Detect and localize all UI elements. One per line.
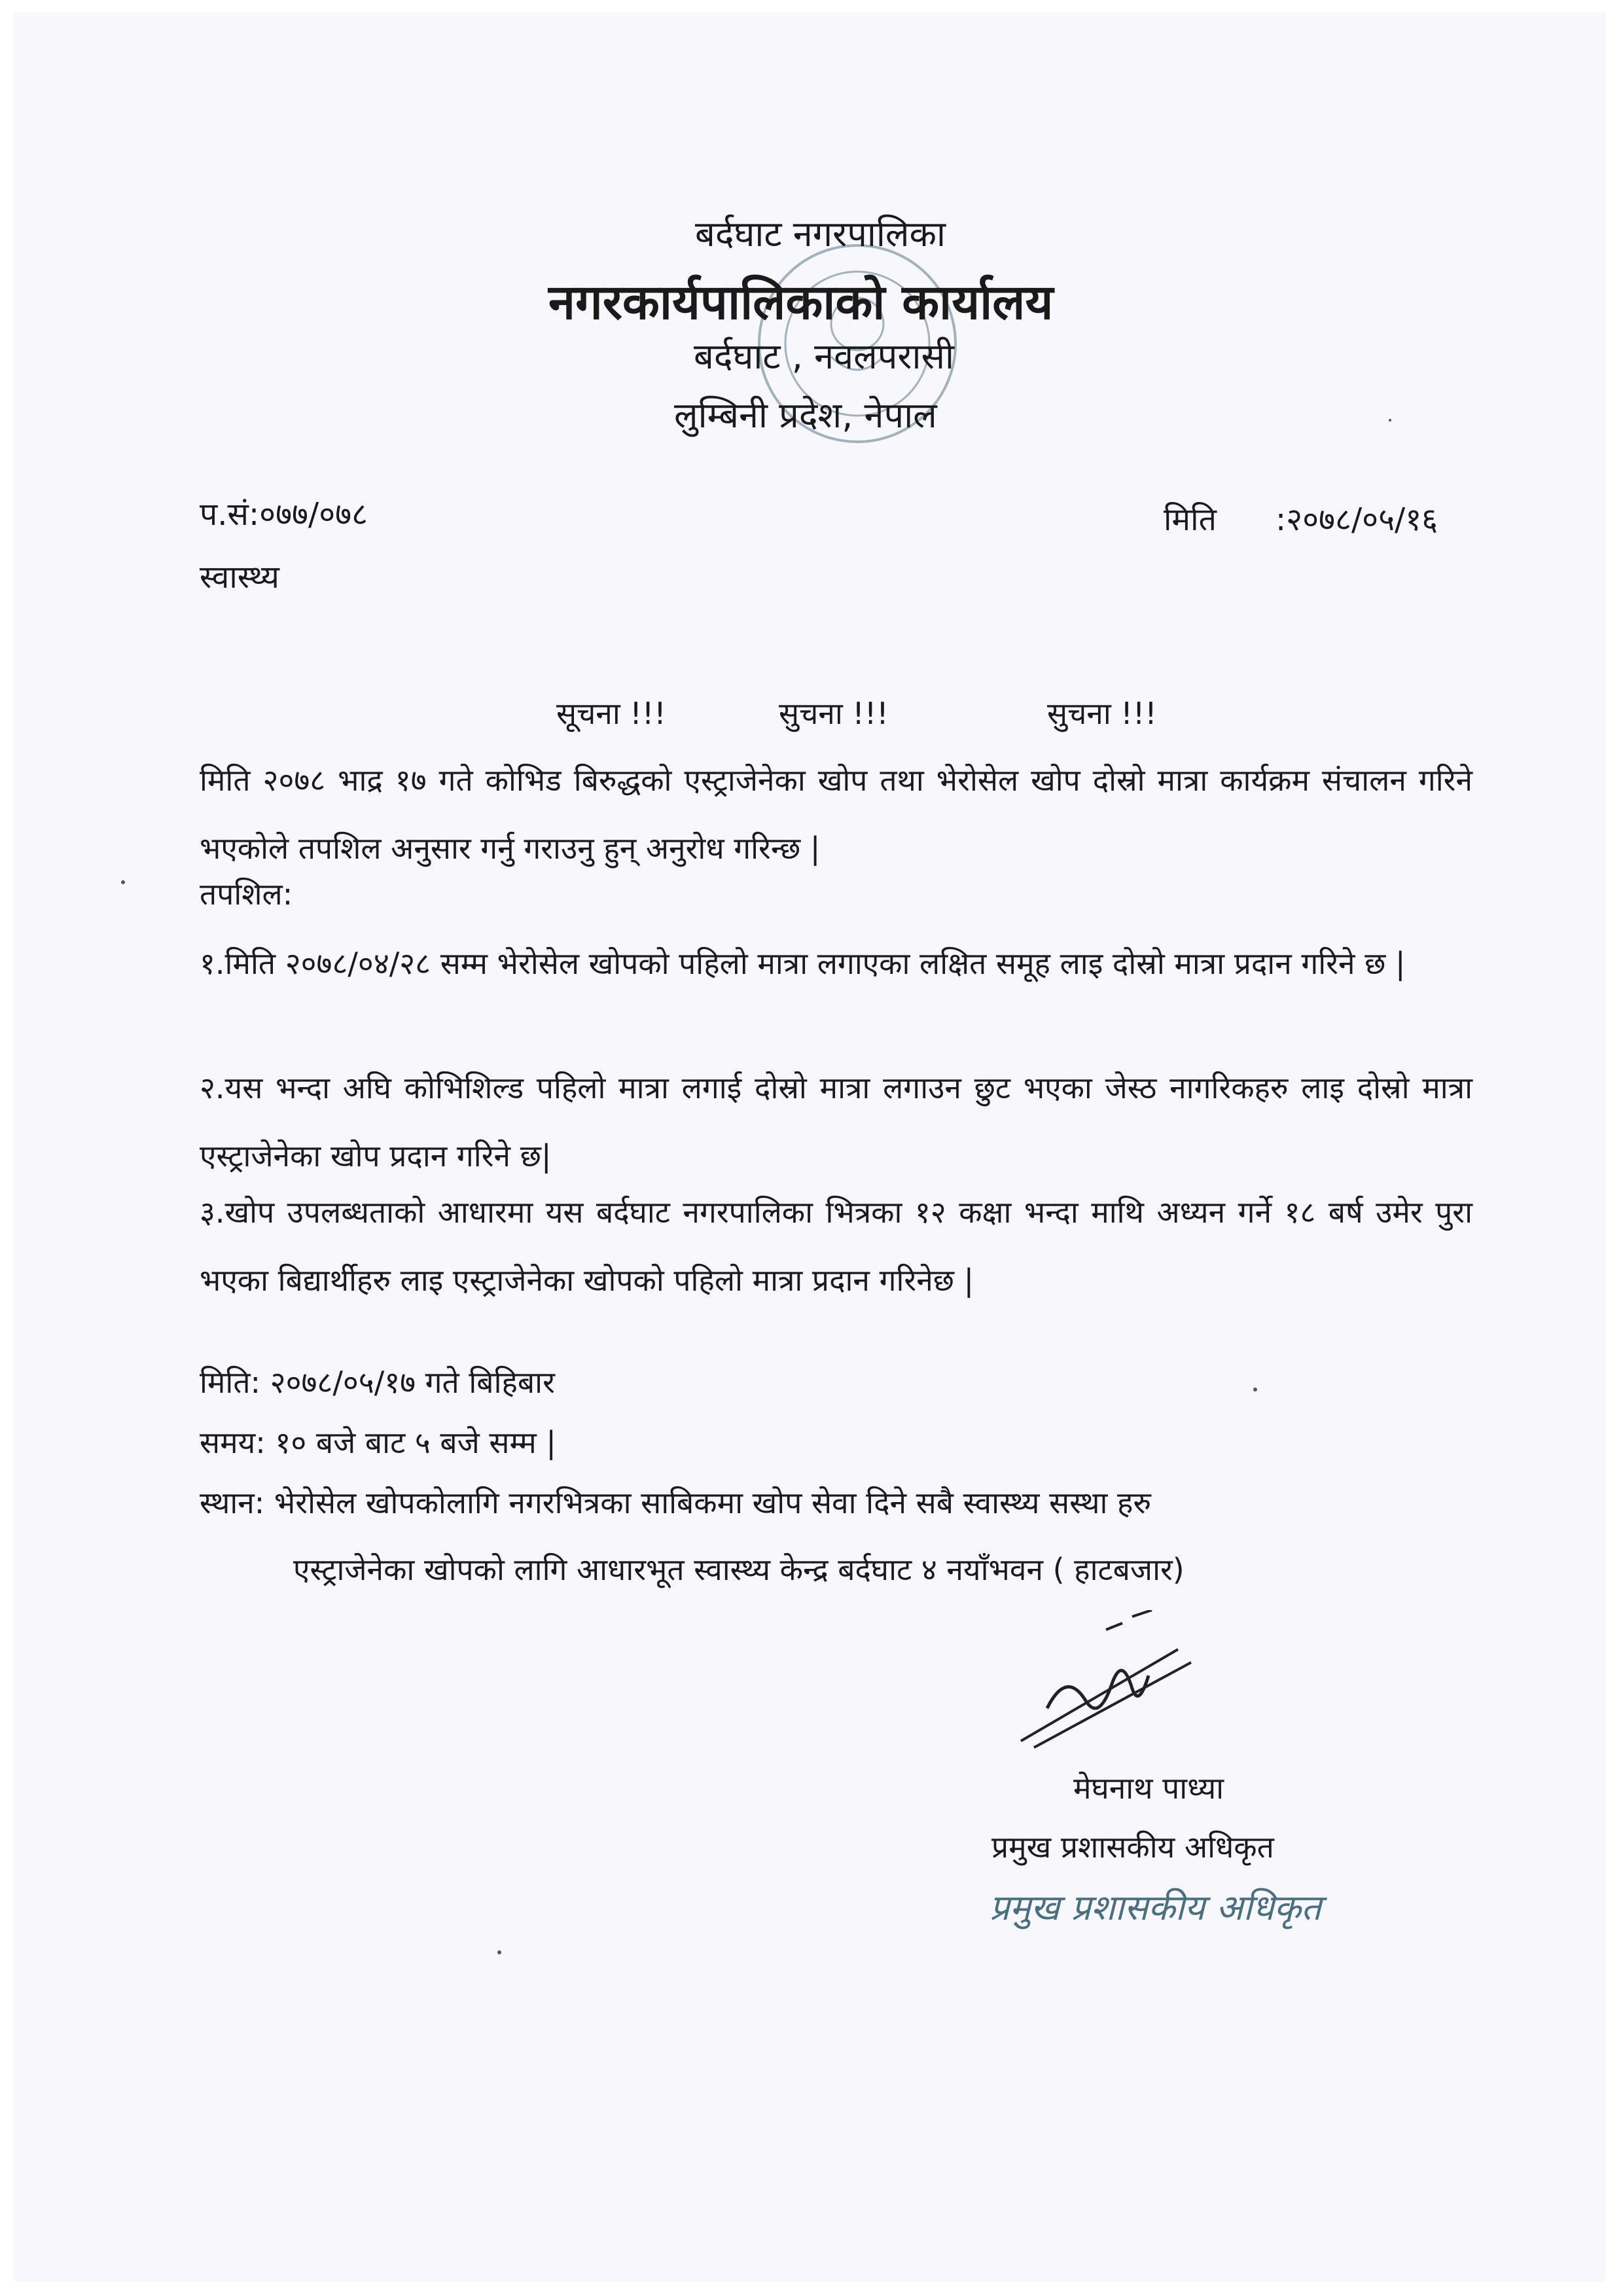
municipality-name: बर्दघाट नगरपालिका <box>695 213 946 255</box>
notice-item: १.मिति २०७८/०४/२८ सम्म भेरोसेल खोपको पहिलो मात्रा लगाएका लक्षित समूह लाइ दोस्रो मात्रा प्रदान गरिने छ | <box>200 946 1406 981</box>
designation-stamp: प्रमुख प्रशासकीय अधिकृत <box>990 1887 1321 1928</box>
paper-speck <box>1389 419 1391 422</box>
schedule-place-continued: एस्ट्राजेनेका खोपको लागि आधारभूत स्वास्थ्य केन्द्र बर्दघाट ४ नयाँभवन ( हाटबजार) <box>293 1552 1185 1587</box>
signatory-title: प्रमुख प्रशासकीय अधिकृत <box>991 1829 1274 1865</box>
paper-speck <box>1253 1388 1257 1391</box>
date-value: :२०७८/०५/१६ <box>1275 501 1438 538</box>
notice-item: ३.खोप उपलब्धताको आधारमा यस बर्दघाट नगरपालिका भित्रका १२ कक्षा भन्दा माथि अध्यन गर्ने १८ बर्ष उमेर पुरा भएका बिद्यार्थीहरु लाइ एस्ट्राजेनेका खोपको पहिलो मात्रा प्रदान गरिनेछ | <box>200 1194 1472 1298</box>
letter-date <box>1164 497 1438 540</box>
office-title: नगरकार्यपालिकाको कार्यालय <box>548 274 1054 331</box>
date-label: मिति <box>1164 501 1217 538</box>
schedule-date: मिति: २०७८/०५/१७ गते बिहिबार <box>200 1365 555 1400</box>
notice-item: २.यस भन्दा अघि कोभिशिल्ड पहिलो मात्रा लगाई दोस्रो मात्रा लगाउन छुट भएका जेस्ठ नागरिकहरु लाइ दोस्रो मात्रा एस्ट्राजेनेका खोप प्रदान गरिने छ| <box>200 1070 1472 1174</box>
department-label: स्वास्थ्य <box>200 559 279 596</box>
schedule-time: समय: १० बजे बाट ५ बजे सम्म | <box>200 1425 556 1460</box>
details-label: तपशिल: <box>200 876 293 912</box>
reference-number: प.सं:०७७/०७८ <box>200 496 368 533</box>
schedule-place: स्थान: भेरोसेल खोपकोलागि नगरभित्रका साबिकमा खोप सेवा दिने सबै स्वास्थ्य सस्था हरु <box>200 1485 1151 1520</box>
signatory-name: मेघनाथ पाध्या <box>1073 1770 1224 1806</box>
paper-speck <box>121 880 125 884</box>
signature <box>1008 1610 1204 1761</box>
notice-intro: मिति २०७८ भाद्र १७ गते कोभिड बिरुद्धको एस्ट्राजेनेका खोप तथा भेरोसेल खोप दोस्रो मात्रा कार्यक्रम संचालन गरिने भएकोले तपशिल अनुसार गर्नु गराउनु हुन् अनुरोध गरिन्छ | <box>200 762 1472 866</box>
office-location: बर्दघाट , नवलपरासी <box>694 336 954 377</box>
notice-heading: सुचना !!! <box>1047 696 1157 731</box>
paper-speck <box>497 1950 501 1954</box>
notice-heading: सुचना !!! <box>779 696 889 731</box>
notice-heading: सूचना !!! <box>556 696 666 731</box>
office-province: लुम्बिनी प्रदेश, नेपाल <box>674 395 937 436</box>
